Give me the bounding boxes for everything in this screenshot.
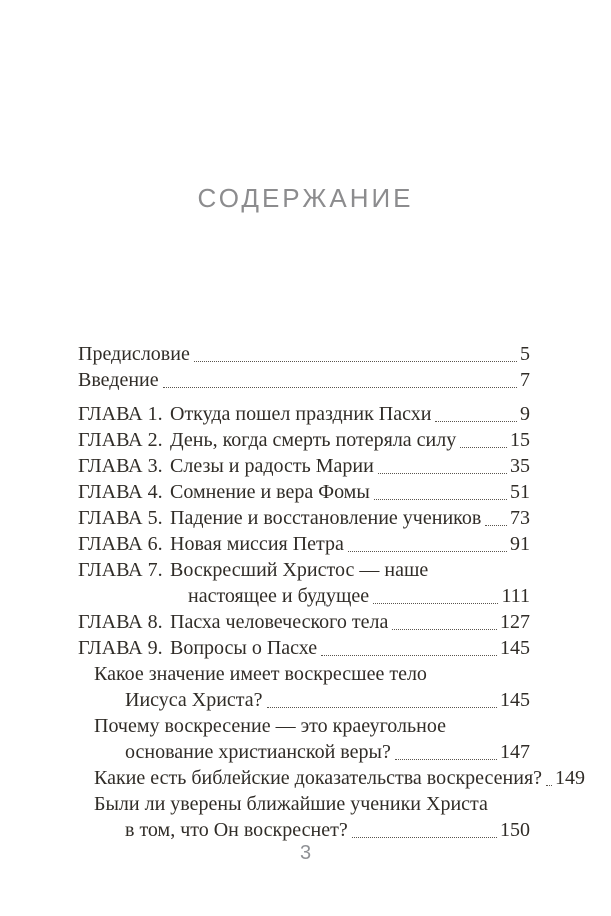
entry-page-number: 149 — [555, 767, 586, 789]
dot-leader — [460, 447, 507, 448]
toc-chapter-entry — [78, 427, 530, 453]
entry-title-text: Новая миссия Петра — [170, 533, 344, 555]
dot-leader — [163, 387, 517, 388]
entry-body — [170, 427, 530, 453]
entry-page-number: 35 — [510, 455, 530, 477]
entry-title-text: Воскресший Христос — наше — [170, 559, 429, 581]
entry-line — [94, 713, 530, 739]
entry-line — [170, 505, 530, 531]
entry-body — [94, 713, 530, 765]
entry-title-text: Слезы и радость Марии — [170, 455, 374, 477]
toc-chapter-entry — [78, 531, 530, 557]
page-title: СОДЕРЖАНИЕ — [197, 183, 414, 213]
toc-front-entry — [78, 367, 530, 393]
chapter-number: ГЛАВА 4. — [78, 481, 163, 503]
entry-body — [170, 505, 530, 531]
entry-body — [170, 401, 530, 427]
toc-front-entry — [78, 341, 530, 367]
entry-page-number: 127 — [500, 611, 530, 633]
dot-leader — [348, 551, 507, 552]
entry-title-text: Введение — [78, 369, 159, 391]
toc-front-matter — [78, 341, 530, 393]
dot-leader — [352, 837, 497, 838]
entry-page-number: 147 — [500, 741, 530, 763]
entry-line — [170, 401, 530, 427]
dot-leader — [485, 525, 507, 526]
entry-title-text: в том, что Он воскреснет? — [125, 819, 348, 841]
entry-body — [94, 661, 530, 713]
toc-question-list — [78, 661, 586, 843]
entry-page-number: 9 — [520, 403, 530, 425]
dot-leader — [373, 603, 498, 604]
entry-line — [78, 341, 530, 367]
entry-page-number: 145 — [500, 689, 530, 711]
chapter-number: ГЛАВА 9. — [78, 637, 163, 659]
entry-title-text: Какое значение имеет воскресшее тело — [94, 663, 427, 685]
entry-title-text: Иисуса Христа? — [125, 689, 263, 711]
entry-title-text: Пасха человеческого тела — [170, 611, 389, 633]
entry-body — [170, 453, 530, 479]
entry-page-number: 73 — [510, 507, 530, 529]
toc-chapter-entry — [78, 479, 530, 505]
entry-line — [170, 609, 530, 635]
entry-line — [94, 817, 530, 843]
toc-question-entry — [94, 765, 586, 791]
entry-line — [94, 739, 530, 765]
dot-leader — [435, 421, 517, 422]
toc-question-entry — [94, 713, 530, 765]
entry-line — [94, 765, 586, 791]
entry-line — [170, 479, 530, 505]
entry-body — [170, 635, 530, 661]
chapter-number: ГЛАВА 3. — [78, 455, 163, 477]
toc-question-entry — [94, 791, 530, 843]
entry-title-text: основание христианской веры? — [125, 741, 391, 763]
dot-leader — [194, 361, 517, 362]
entry-title-text: Почему воскресение — это краеугольное — [94, 715, 446, 737]
entry-title-text: Предисловие — [78, 343, 190, 365]
entry-line — [170, 583, 530, 609]
dot-leader — [374, 499, 507, 500]
dot-leader — [395, 759, 497, 760]
entry-line — [170, 427, 530, 453]
entry-body — [170, 557, 530, 609]
chapter-number: ГЛАВА 2. — [78, 429, 163, 451]
toc-chapter-entry — [78, 453, 530, 479]
entry-body — [78, 367, 530, 393]
dot-leader — [267, 707, 497, 708]
entry-page-number: 150 — [500, 819, 530, 841]
chapter-number: ГЛАВА 6. — [78, 533, 163, 555]
page-number: 3 — [299, 842, 312, 864]
entry-title-text: Падение и восстановление учеников — [170, 507, 482, 529]
dot-leader — [546, 785, 552, 786]
entry-page-number: 15 — [510, 429, 530, 451]
entry-line — [94, 791, 530, 817]
entry-title-text: День, когда смерть потеряла силу — [170, 429, 457, 451]
dot-leader — [392, 629, 497, 630]
entry-line — [170, 635, 530, 661]
toc-chapter-entry — [78, 635, 530, 661]
entry-body — [94, 765, 586, 791]
entry-body — [94, 791, 530, 843]
table-of-contents — [78, 341, 586, 843]
entry-body — [170, 479, 530, 505]
chapter-number: ГЛАВА 5. — [78, 507, 163, 529]
entry-line — [94, 687, 530, 713]
chapter-number: ГЛАВА 7. — [78, 559, 163, 581]
entry-page-number: 51 — [510, 481, 530, 503]
toc-question-entry — [94, 661, 530, 713]
entry-line — [170, 531, 530, 557]
entry-page-number: 5 — [520, 343, 530, 365]
toc-chapter-list — [78, 401, 530, 661]
entry-body — [170, 531, 530, 557]
dot-leader — [321, 655, 497, 656]
entry-line — [170, 557, 530, 583]
toc-chapter-entry — [78, 609, 530, 635]
entry-line — [94, 661, 530, 687]
entry-line — [170, 453, 530, 479]
entry-body — [170, 609, 530, 635]
toc-chapter-entry — [78, 505, 530, 531]
entry-page-number: 145 — [500, 637, 530, 659]
entry-title-text: Были ли уверены ближайшие ученики Христа — [94, 793, 488, 815]
chapter-number: ГЛАВА 1. — [78, 403, 163, 425]
chapter-number: ГЛАВА 8. — [78, 611, 163, 633]
entry-page-number: 111 — [501, 585, 530, 607]
entry-body — [78, 341, 530, 367]
entry-page-number: 7 — [520, 369, 530, 391]
entry-title-text: Какие есть библейские доказательства воскресения? — [94, 767, 543, 789]
entry-title-text: Вопросы о Пасхе — [170, 637, 318, 659]
entry-page-number: 91 — [510, 533, 530, 555]
entry-title-text: Сомнение и вера Фомы — [170, 481, 370, 503]
entry-line — [78, 367, 530, 393]
toc-chapter-entry — [78, 401, 530, 427]
entry-title-text: Откуда пошел праздник Пасхи — [170, 403, 432, 425]
dot-leader — [378, 473, 507, 474]
entry-title-text: настоящее и будущее — [188, 585, 370, 607]
toc-chapter-entry — [78, 557, 530, 609]
